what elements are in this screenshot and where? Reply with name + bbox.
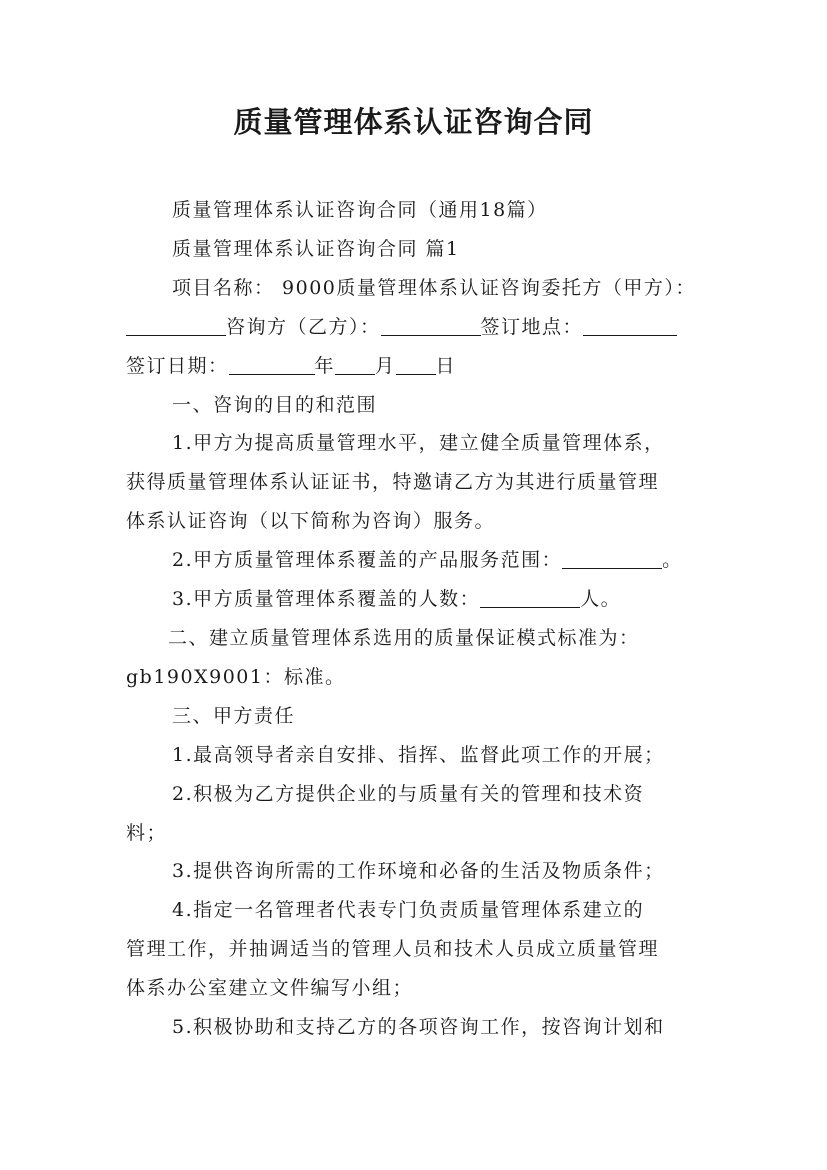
paragraph-purpose-line1: 1.甲方为提高质量管理水平，建立健全质量管理体系， — [172, 432, 665, 455]
blank-headcount — [480, 587, 580, 608]
document-title: 质量管理体系认证咨询合同 — [233, 105, 594, 139]
day-label: 日 — [435, 354, 457, 377]
paragraph-purpose-line2: 获得质量管理体系认证证书，特邀请乙方为其进行质量管理 — [126, 471, 660, 494]
blank-month — [335, 354, 375, 375]
paragraph-headcount — [126, 580, 726, 619]
product-scope-end: 。 — [662, 549, 683, 572]
paragraph-duty-2-line2: 料； — [126, 821, 168, 844]
product-scope-label: 2.甲方质量管理体系覆盖的产品服务范围： — [172, 549, 563, 572]
paragraph-duty-3: 3.提供咨询所需的工作环境和必备的生活及物质条件； — [172, 860, 665, 883]
consultant-label: 咨询方（乙方）： — [226, 315, 381, 338]
paragraph-signing-date — [126, 347, 726, 386]
month-label: 月 — [375, 354, 396, 377]
paragraph-parties — [126, 308, 726, 347]
paragraph-duty-4-line1: 4.指定一名管理者代表专门负责质量管理体系建立的 — [172, 899, 645, 922]
heading-standard: 二、建立质量管理体系选用的质量保证模式标准为： — [168, 626, 640, 649]
paragraph-duty-2-line1: 2.积极为乙方提供企业的与质量有关的管理和技术资 — [172, 782, 645, 805]
paragraph-product-scope — [126, 541, 726, 580]
paragraph-section-heading: 质量管理体系认证咨询合同 篇1 — [172, 237, 460, 260]
blank-year — [229, 354, 315, 375]
blank-signing-place — [583, 315, 677, 336]
paragraph-purpose-line3: 体系认证咨询（以下简称为咨询）服务。 — [126, 510, 496, 533]
heading-purpose-scope: 一、咨询的目的和范围 — [172, 393, 378, 416]
paragraph-subtitle: 质量管理体系认证咨询合同（通用18篇） — [172, 199, 548, 221]
blank-consultant — [381, 315, 481, 336]
signing-date-label: 签订日期： — [126, 354, 229, 377]
paragraph-duty-4-line2: 管理工作，并抽调适当的管理人员和技术人员成立质量管理 — [126, 938, 660, 961]
blank-day — [396, 354, 436, 375]
blank-product-scope — [562, 548, 662, 569]
blank-client — [126, 315, 226, 336]
document-body — [126, 191, 726, 1047]
paragraph-duty-1: 1.最高领导者亲自安排、指挥、监督此项工作的开展； — [172, 743, 665, 766]
paragraph-duty-4-line3: 体系办公室建立文件编写小组； — [126, 977, 414, 1000]
heading-party-a-duties: 三、甲方责任 — [172, 704, 296, 727]
paragraph-standard-value: gb190X9001：标准。 — [126, 665, 346, 688]
headcount-unit: 人。 — [580, 588, 622, 611]
signing-place-label: 签订地点： — [480, 315, 584, 338]
paragraph-project-name: 项目名称： 9000质量管理体系认证咨询委托方（甲方）： — [172, 276, 696, 299]
year-label: 年 — [314, 354, 336, 377]
headcount-label: 3.甲方质量管理体系覆盖的人数： — [172, 588, 481, 611]
paragraph-duty-5: 5.积极协助和支持乙方的各项咨询工作，按咨询计划和 — [172, 1016, 665, 1039]
